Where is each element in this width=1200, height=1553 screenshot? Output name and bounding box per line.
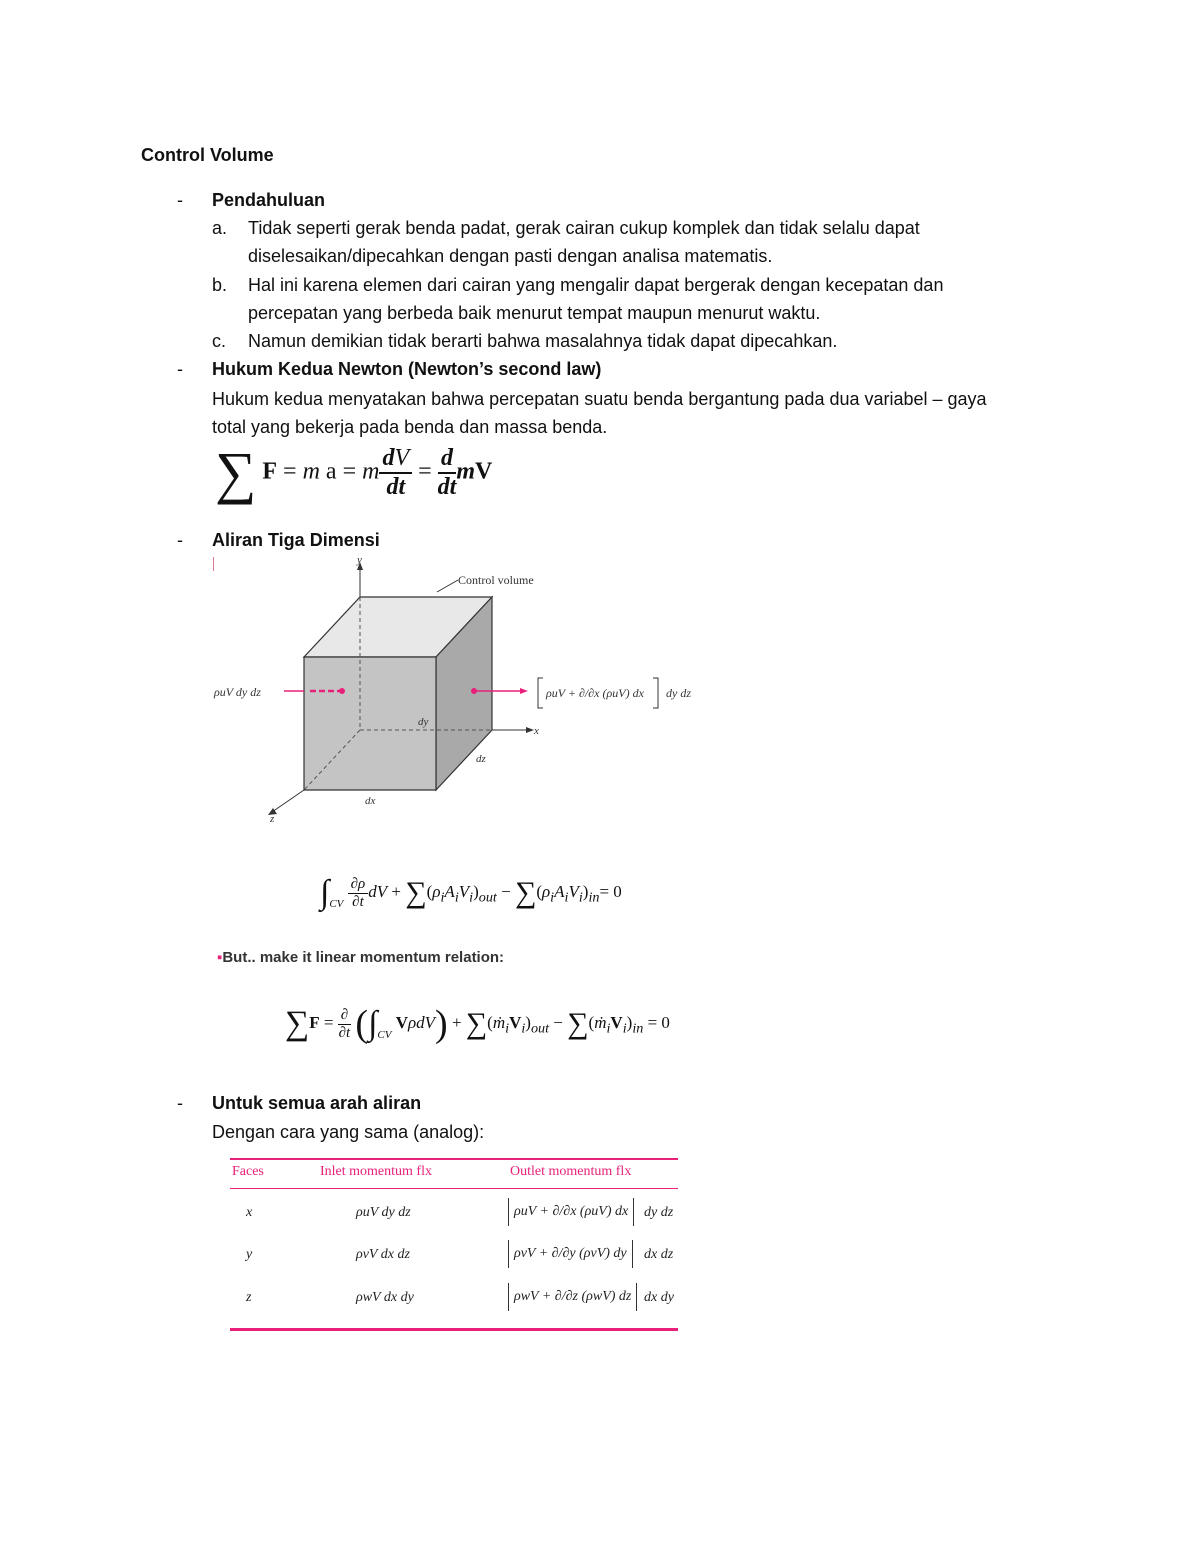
outflow-label: ρuV + ∂/∂x (ρuV) dx xyxy=(546,686,644,700)
outflow-tail-label: dy dz xyxy=(666,686,691,700)
table-cell-tail: dx dz xyxy=(644,1247,674,1262)
continuity-equation: $\int_{CV}$ $\frac{\partial\rho}{\partial t}$ dV + $\sum(\rho_iA_iV_i)_{out} - \sum(\rho_iA_iV_i)_{in}= 0$ xyxy=(320,874,622,911)
list-item-text: diselesaikan/dipecahkan dengan pasti dengan analisa matematis. xyxy=(248,246,773,266)
list-marker: c. xyxy=(212,331,227,351)
table-cell-inlet: ρvV dx dz xyxy=(356,1247,410,1262)
bullet-dash: - xyxy=(177,1093,183,1113)
table-header-outlet: Outlet momentum flx xyxy=(510,1164,632,1179)
list-item-text: Hal ini karena elemen dari cairan yang mengalir dapat bergerak dengan kecepatan dan xyxy=(248,275,944,295)
control-volume-diagram xyxy=(200,550,720,840)
z-axis-label: z xyxy=(270,813,275,825)
table-header-inlet: Inlet momentum flx xyxy=(320,1164,432,1179)
table-cell-tail: dx dy xyxy=(644,1290,674,1305)
table-header-faces: Faces xyxy=(232,1164,264,1179)
y-axis-label: y xyxy=(357,554,362,566)
table-cell-outlet: ρvV + ∂/∂y (ρvV) dy xyxy=(508,1240,633,1268)
page-title: Control Volume xyxy=(141,145,274,165)
cube-front-face xyxy=(304,657,436,790)
table-cell-outlet: ρwV + ∂/∂z (ρwV) dz xyxy=(508,1283,637,1311)
section-heading-intro: Pendahuluan xyxy=(212,190,326,210)
table-cell-inlet: ρuV dy dz xyxy=(356,1205,411,1220)
list-marker: a. xyxy=(212,218,228,238)
inflow-label: ρuV dy dz xyxy=(214,685,261,699)
list-item-text: Tidak seperti gerak benda padat, gerak cairan cukup komplek dan tidak selalu dapat xyxy=(248,218,920,238)
dx-label: dx xyxy=(365,795,376,807)
table-cell-tail: dy dz xyxy=(644,1205,674,1220)
momentum-flux-table xyxy=(230,1158,678,1333)
section-heading-three-d: Aliran Tiga Dimensi xyxy=(212,530,380,550)
section-heading-newton: Hukum Kedua Newton (Newton’s second law) xyxy=(212,359,602,379)
list-item-text: percepatan yang berbeda baik menurut tempat maupun menurut waktu. xyxy=(248,303,821,323)
newton-second-law-equation: ∑ F = m a = m $\frac{dV}{dt}$ = $\frac{d}{dt}$ mV xyxy=(215,440,493,505)
paragraph-line: Hukum kedua menyatakan bahwa percepatan suatu benda bergantung pada dua variabel – gaya xyxy=(212,389,987,409)
table-cell-inlet: ρwV dx dy xyxy=(356,1290,414,1305)
list-marker: b. xyxy=(212,275,228,295)
momentum-note: ▪But.. make it linear momentum relation: xyxy=(217,949,505,966)
paragraph-line: Dengan cara yang sama (analog): xyxy=(212,1122,485,1142)
linear-momentum-equation: ∑F = $\frac{\partial}{\partial t}$ ($\int_{CV}$ $V\rho dV) + \sum(ṁ_iV_i)_{out}$ − $\sum(ṁ_iV_i)_{in} = 0$ xyxy=(285,1003,670,1045)
paragraph-line: total yang bekerja pada benda dan massa benda. xyxy=(212,417,608,437)
table-cell-face: z xyxy=(246,1290,252,1305)
table-cell-face: x xyxy=(246,1205,253,1220)
bullet-dash: - xyxy=(177,530,183,550)
control-volume-label: Control volume xyxy=(458,573,534,587)
section-heading-all-directions: Untuk semua arah aliran xyxy=(212,1093,422,1113)
bullet-dash: - xyxy=(177,190,183,210)
table-cell-outlet: ρuV + ∂/∂x (ρuV) dx xyxy=(508,1198,634,1226)
list-item-text: Namun demikian tidak berarti bahwa masalahnya tidak dapat dipecahkan. xyxy=(248,331,838,351)
dz-label: dz xyxy=(476,753,486,765)
bullet-dash: - xyxy=(177,359,183,379)
dy-label: dy xyxy=(418,716,429,728)
table-cell-face: y xyxy=(246,1247,253,1262)
x-axis-label: x xyxy=(534,725,539,737)
bullet-square-icon: ▪ xyxy=(217,949,223,966)
